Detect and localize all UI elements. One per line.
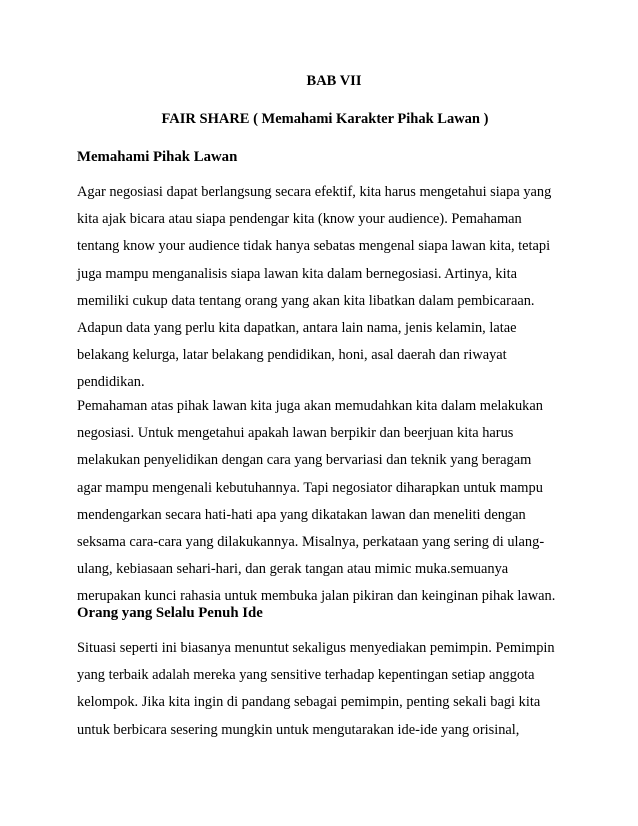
text-line: Adapun data yang perlu kita dapatkan, antara lain nama, jenis kelamin, latae bbox=[77, 319, 517, 336]
text-line: yang terbaik adalah mereka yang sensitive terhadap kepentingan setiap anggota bbox=[77, 667, 535, 684]
chapter-subtitle: FAIR SHARE ( Memahami Karakter Pihak Lawan ) bbox=[161, 111, 489, 127]
section1-paragraph-2 bbox=[77, 397, 577, 615]
text-line: negosiasi. Untuk mengetahui apakah lawan berpikir dan beerjuan kita harus bbox=[77, 425, 514, 442]
text-line: kelompok. Jika kita ingin di pandang sebagai pemimpin, penting sekali bagi kita bbox=[77, 694, 541, 711]
text-line: melakukan penyelidikan dengan cara yang bervariasi dan teknik yang beragam bbox=[77, 452, 532, 469]
text-line: memiliki cukup data tentang orang yang akan kita libatkan dalam pembicaraan. bbox=[77, 292, 535, 309]
section2-paragraph-1 bbox=[77, 639, 577, 748]
text-line: mendengarkan secara hati-hati apa yang dikatakan lawan dan meneliti dengan bbox=[77, 506, 526, 523]
section1-paragraph-1 bbox=[77, 183, 577, 401]
text-line: untuk berbicara sesering mungkin untuk mengutarakan ide-ide yang orisinal, bbox=[77, 721, 520, 738]
text-line: kita ajak bicara atau siapa pendengar kita (know your audience). Pemahaman bbox=[77, 211, 522, 228]
text-line: Agar negosiasi dapat berlangsung secara efektif, kita harus mengetahui siapa yang bbox=[77, 184, 552, 200]
text-line: merupakan kunci rahasia untuk membuka jalan pikiran dan keinginan pihak lawan. bbox=[77, 588, 556, 605]
text-line: ulang, kebiasaan sehari-hari, dan gerak tangan atau mimic muka.semuanya bbox=[77, 561, 509, 578]
section-heading-orang-penuh-ide: Orang yang Selalu Penuh Ide bbox=[77, 605, 263, 621]
text-line: Situasi seperti ini biasanya menuntut sekaligus menyediakan pemimpin. Pemimpin bbox=[77, 640, 555, 656]
chapter-title: BAB VII bbox=[306, 73, 362, 89]
text-line: tentang know your audience tidak hanya sebatas mengenal siapa lawan kita, tetapi bbox=[77, 238, 551, 255]
text-line: belakang kelurga, latar belakang pendidikan, honi, asal daerah dan riwayat bbox=[77, 347, 507, 364]
text-line: juga mampu menganalisis siapa lawan kita dalam bernegosiasi. Artinya, kita bbox=[77, 265, 517, 282]
section-heading-memahami-pihak-lawan: Memahami Pihak Lawan bbox=[77, 149, 238, 165]
text-line: agar mampu mengenali kebutuhannya. Tapi negosiator diharapkan untuk mampu bbox=[77, 479, 543, 496]
text-line: pendidikan. bbox=[77, 374, 145, 391]
text-line: Pemahaman atas pihak lawan kita juga akan memudahkan kita dalam melakukan bbox=[77, 398, 543, 414]
text-line: seksama cara-cara yang dilakukannya. Misalnya, perkataan yang sering di ulang- bbox=[77, 533, 545, 550]
